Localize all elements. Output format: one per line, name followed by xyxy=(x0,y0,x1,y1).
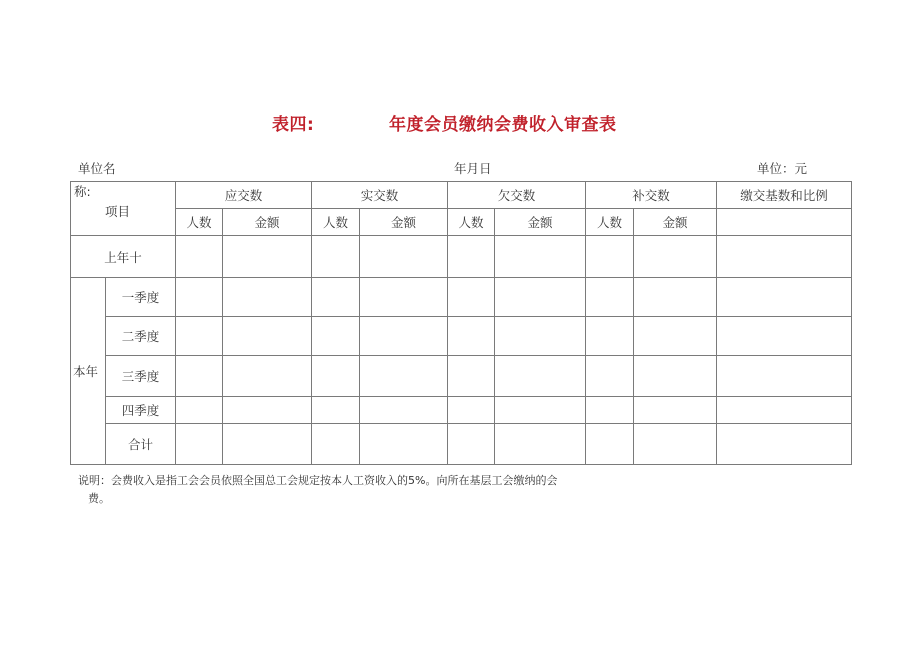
subheader-amount: 金额 xyxy=(634,209,717,236)
table-number-label: 表四: xyxy=(272,115,315,135)
row-label-quarter-4: 四季度 xyxy=(106,397,176,424)
header-base-ratio: 缴交基数和比例 xyxy=(717,182,852,209)
table-row xyxy=(71,356,852,397)
subheader-people: 人数 xyxy=(176,209,223,236)
empty-cell xyxy=(717,209,852,236)
header-payable: 应交数 xyxy=(176,182,312,209)
subheader-amount: 金额 xyxy=(495,209,586,236)
document-title: 年度会员缴纳会费收入审查表 xyxy=(389,115,617,135)
subheader-people: 人数 xyxy=(448,209,495,236)
subheader-people: 人数 xyxy=(586,209,634,236)
header-row-1 xyxy=(71,182,852,209)
row-label-quarter-1: 一季度 xyxy=(106,278,176,317)
explanatory-note xyxy=(78,472,678,508)
header-arrears: 欠交数 xyxy=(448,182,586,209)
table-row xyxy=(71,236,852,278)
subheader-amount: 金额 xyxy=(223,209,312,236)
table-row xyxy=(71,317,852,356)
note-line-2: 费。 xyxy=(88,492,110,505)
corner-item-label: 项目 xyxy=(105,204,131,219)
unit-name-label: 单位名 xyxy=(78,161,116,176)
row-label-this-year: 本年 xyxy=(71,278,106,465)
subheader-amount: 金额 xyxy=(360,209,448,236)
currency-unit-label: 单位：元 xyxy=(757,161,808,176)
row-label-previous-year: 上年十 xyxy=(71,236,176,278)
corner-cell xyxy=(71,182,176,236)
header-paid: 实交数 xyxy=(312,182,448,209)
row-label-quarter-2: 二季度 xyxy=(106,317,176,356)
corner-name-label: 称: xyxy=(74,184,91,199)
table-row xyxy=(71,278,852,317)
header-row-2 xyxy=(71,209,852,236)
subheader-people: 人数 xyxy=(312,209,360,236)
note-line-1: 说明：会费收入是指工会会员依照全国总工会规定按本人工资收入的5%。向所在基层工会缴纳的会 xyxy=(78,474,558,487)
row-label-total: 合计 xyxy=(106,424,176,465)
header-supplementary: 补交数 xyxy=(586,182,717,209)
row-label-quarter-3: 三季度 xyxy=(106,356,176,397)
table-row xyxy=(71,397,852,424)
membership-fee-table xyxy=(70,181,852,465)
table-row xyxy=(71,424,852,465)
date-label: 年月日 xyxy=(454,161,492,176)
